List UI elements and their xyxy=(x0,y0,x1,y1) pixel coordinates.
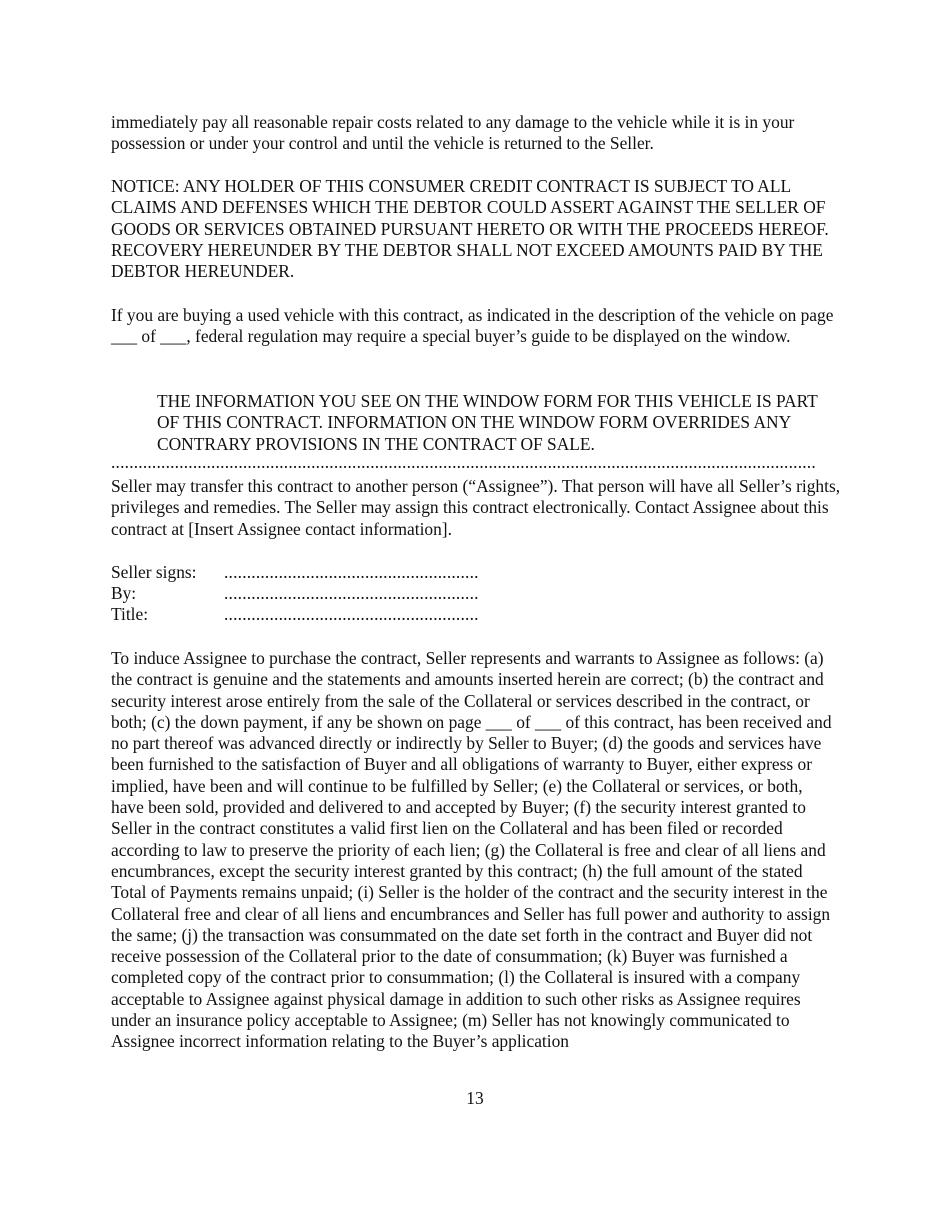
by-label: By: xyxy=(111,583,137,603)
title-label: Title: xyxy=(111,604,149,624)
by-signature-line[interactable]: ........................................................ xyxy=(224,583,479,603)
seller-signature-line[interactable]: ........................................................ xyxy=(224,562,479,582)
window-form-notice: THE INFORMATION YOU SEE ON THE WINDOW FORM FOR THIS VEHICLE IS PART OF THIS CONTRACT. INFORMATION ON THE WINDOW FORM OVERRIDES ANY CONTRARY PROVISIONS IN THE CONTRACT OF SALE. xyxy=(157,391,818,454)
seller-signature-row xyxy=(111,562,511,583)
dotted-separator: ........................................................................................................................................................... xyxy=(111,452,816,472)
seller-warranties-paragraph: To induce Assignee to purchase the contract, Seller represents and warrants to Assignee as follows: (a) the contract is genuine and the statements and amounts inserted herein are correct; (b) the contract and security interest arose entirely from the sale of the Collateral or services described in the contract, or both; (c) the down payment, if any be shown on page ___ of ___ of this contract, has been received and no part thereof was advanced directly or indirectly by Seller to Buyer; (d) the goods and services have been furnished to the satisfaction of Buyer and all obligations of warranty to Buyer, either express or implied, have been and will continue to be fulfilled by Seller; (e) the Collateral or services, or both, have been sold, provided and delivered to and accepted by Buyer; (f) the security interest granted to Seller in the contract constitutes a valid first lien on the Collateral and has been filed or recorded according to law to preserve the priority of each lien; (g) the Collateral is free and clear of all liens and encumbrances, except the security interest granted by this contract; (h) the full amount of the stated Total of Payments remains unpaid; (i) Seller is the holder of the contract and the security interest in the Collateral free and clear of all liens and encumbrances and Seller has full power and authority to assign the same; (j) the transaction was consummated on the date set forth in the contract and Buyer did not receive possession of the Collateral prior to the date of consummation; (k) Buyer was furnished a completed copy of the contract prior to consummation; (l) the Collateral is insured with a company acceptable to Assignee against physical damage in addition to such other risks as Assignee requires under an insurance policy acceptable to Assignee; (m) Seller has not knowingly communicated to Assignee incorrect information relating to the Buyer’s application xyxy=(111,648,832,1052)
page-number: 13 xyxy=(466,1088,484,1108)
used-vehicle-paragraph: If you are buying a used vehicle with this contract, as indicated in the description of the vehicle on page ___ of ___, federal regulation may require a special buyer’s guide to be displayed on the window. xyxy=(111,305,834,347)
repair-costs-paragraph: immediately pay all reasonable repair costs related to any damage to the vehicle while it is in your possession or under your control and until the vehicle is returned to the Seller. xyxy=(111,112,795,154)
seller-signs-label: Seller signs: xyxy=(111,562,197,582)
title-signature-line[interactable]: ........................................................ xyxy=(224,604,479,624)
holder-notice-paragraph: NOTICE: ANY HOLDER OF THIS CONSUMER CREDIT CONTRACT IS SUBJECT TO ALL CLAIMS AND DEFENSES WHICH THE DEBTOR COULD ASSERT AGAINST THE SELLER OF GOODS OR SERVICES OBTAINED PURSUANT HERETO OR WITH THE PROCEEDS HEREOF. RECOVERY HEREUNDER BY THE DEBTOR SHALL NOT EXCEED AMOUNTS PAID BY THE DEBTOR HEREUNDER. xyxy=(111,176,829,282)
assignment-paragraph: Seller may transfer this contract to another person (“Assignee”). That person will have all Seller’s rights, privileges and remedies. The Seller may assign this contract electronically. Contact Assignee about this contract at [Insert Assignee contact information]. xyxy=(111,476,841,539)
title-signature-row xyxy=(111,604,511,625)
by-signature-row xyxy=(111,583,511,604)
